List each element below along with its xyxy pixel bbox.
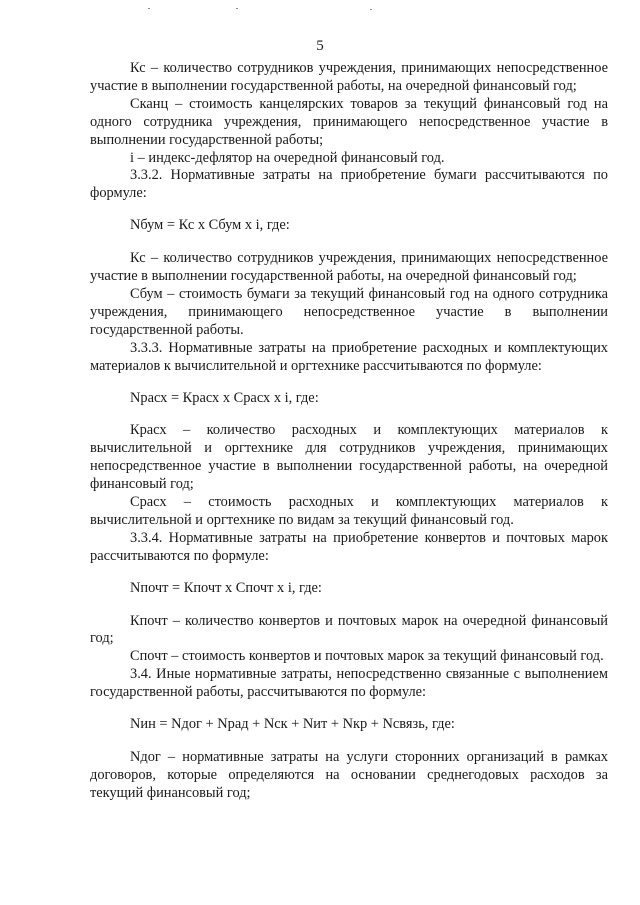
scan-artifact [148, 8, 150, 9]
paragraph: Сбум – стоимость бумаги за текущий финансовый год на одного сотрудника учреждения, принимающего непосредственное участие в выполнении государственной работы. [90, 285, 608, 338]
paragraph: Кс – количество сотрудников учреждения, принимающих непосредственное участие в выполнении государственной работы, на очередной финансовый год; [90, 250, 608, 285]
paragraph: Сканц – стоимость канцелярских товаров за текущий финансовый год на одного сотрудника учреждения, принимающего непосредственное участие в выполнении государственной работы; [90, 95, 608, 148]
page-number: 5 [316, 38, 324, 54]
paragraph: Спочт – стоимость конвертов и почтовых марок за текущий финансовый год. [130, 648, 604, 665]
paragraph: i – индекс-дефлятор на очередной финансовый год. [130, 149, 445, 166]
paragraph: 3.3.3. Нормативные затраты на приобретение расходных и комплектующих материалов к вычислительной и оргтехнике рассчитываются по формуле: [90, 339, 608, 374]
paragraph: Срасх – стоимость расходных и комплектующих материалов к вычислительной и оргтехнике по видам за текущий финансовый год. [90, 494, 608, 528]
formula: Nпочт = Кпочт х Спочт х i, где: [130, 579, 322, 596]
formula: Nбум = Кс х Сбум х i, где: [130, 217, 290, 234]
formula: Nрасх = Красх х Срасх х i, где: [130, 389, 319, 406]
paragraph: 3.3.4. Нормативные затраты на приобретение конвертов и почтовых марок рассчитываются по формуле: [90, 529, 608, 564]
paragraph: Кс – количество сотрудников учреждения, принимающих непосредственное участие в выполнении государственной работы, на очередной финансовый год; [90, 60, 608, 94]
paragraph: Кпочт – количество конвертов и почтовых марок на очередной финансовый год; [90, 612, 608, 647]
paragraph: 3.4. Иные нормативные затраты, непосредственно связанные с выполнением государственной работы, рассчитываются по формуле: [90, 666, 608, 701]
formula: Nин = Nдог + Nрад + Nск + Nит + Nкр + Nсвязь, где: [130, 716, 455, 733]
scan-artifact [236, 8, 238, 9]
paragraph: 3.3.2. Нормативные затраты на приобретение бумаги рассчитываются по формуле: [90, 167, 608, 202]
paragraph: Красх – количество расходных и комплектующих материалов к вычислительной и оргтехнике для сотрудников учреждения, принимающих непосредственное участие в выполнении государственной работы, на очередной финансовый год; [90, 422, 608, 493]
scan-artifact [370, 9, 372, 10]
document-body [90, 60, 608, 803]
paragraph: Nдог – нормативные затраты на услуги сторонних организаций в рамках договоров, которые определяются на основании среднегодовых расходов за текущий финансовый год; [90, 749, 608, 801]
